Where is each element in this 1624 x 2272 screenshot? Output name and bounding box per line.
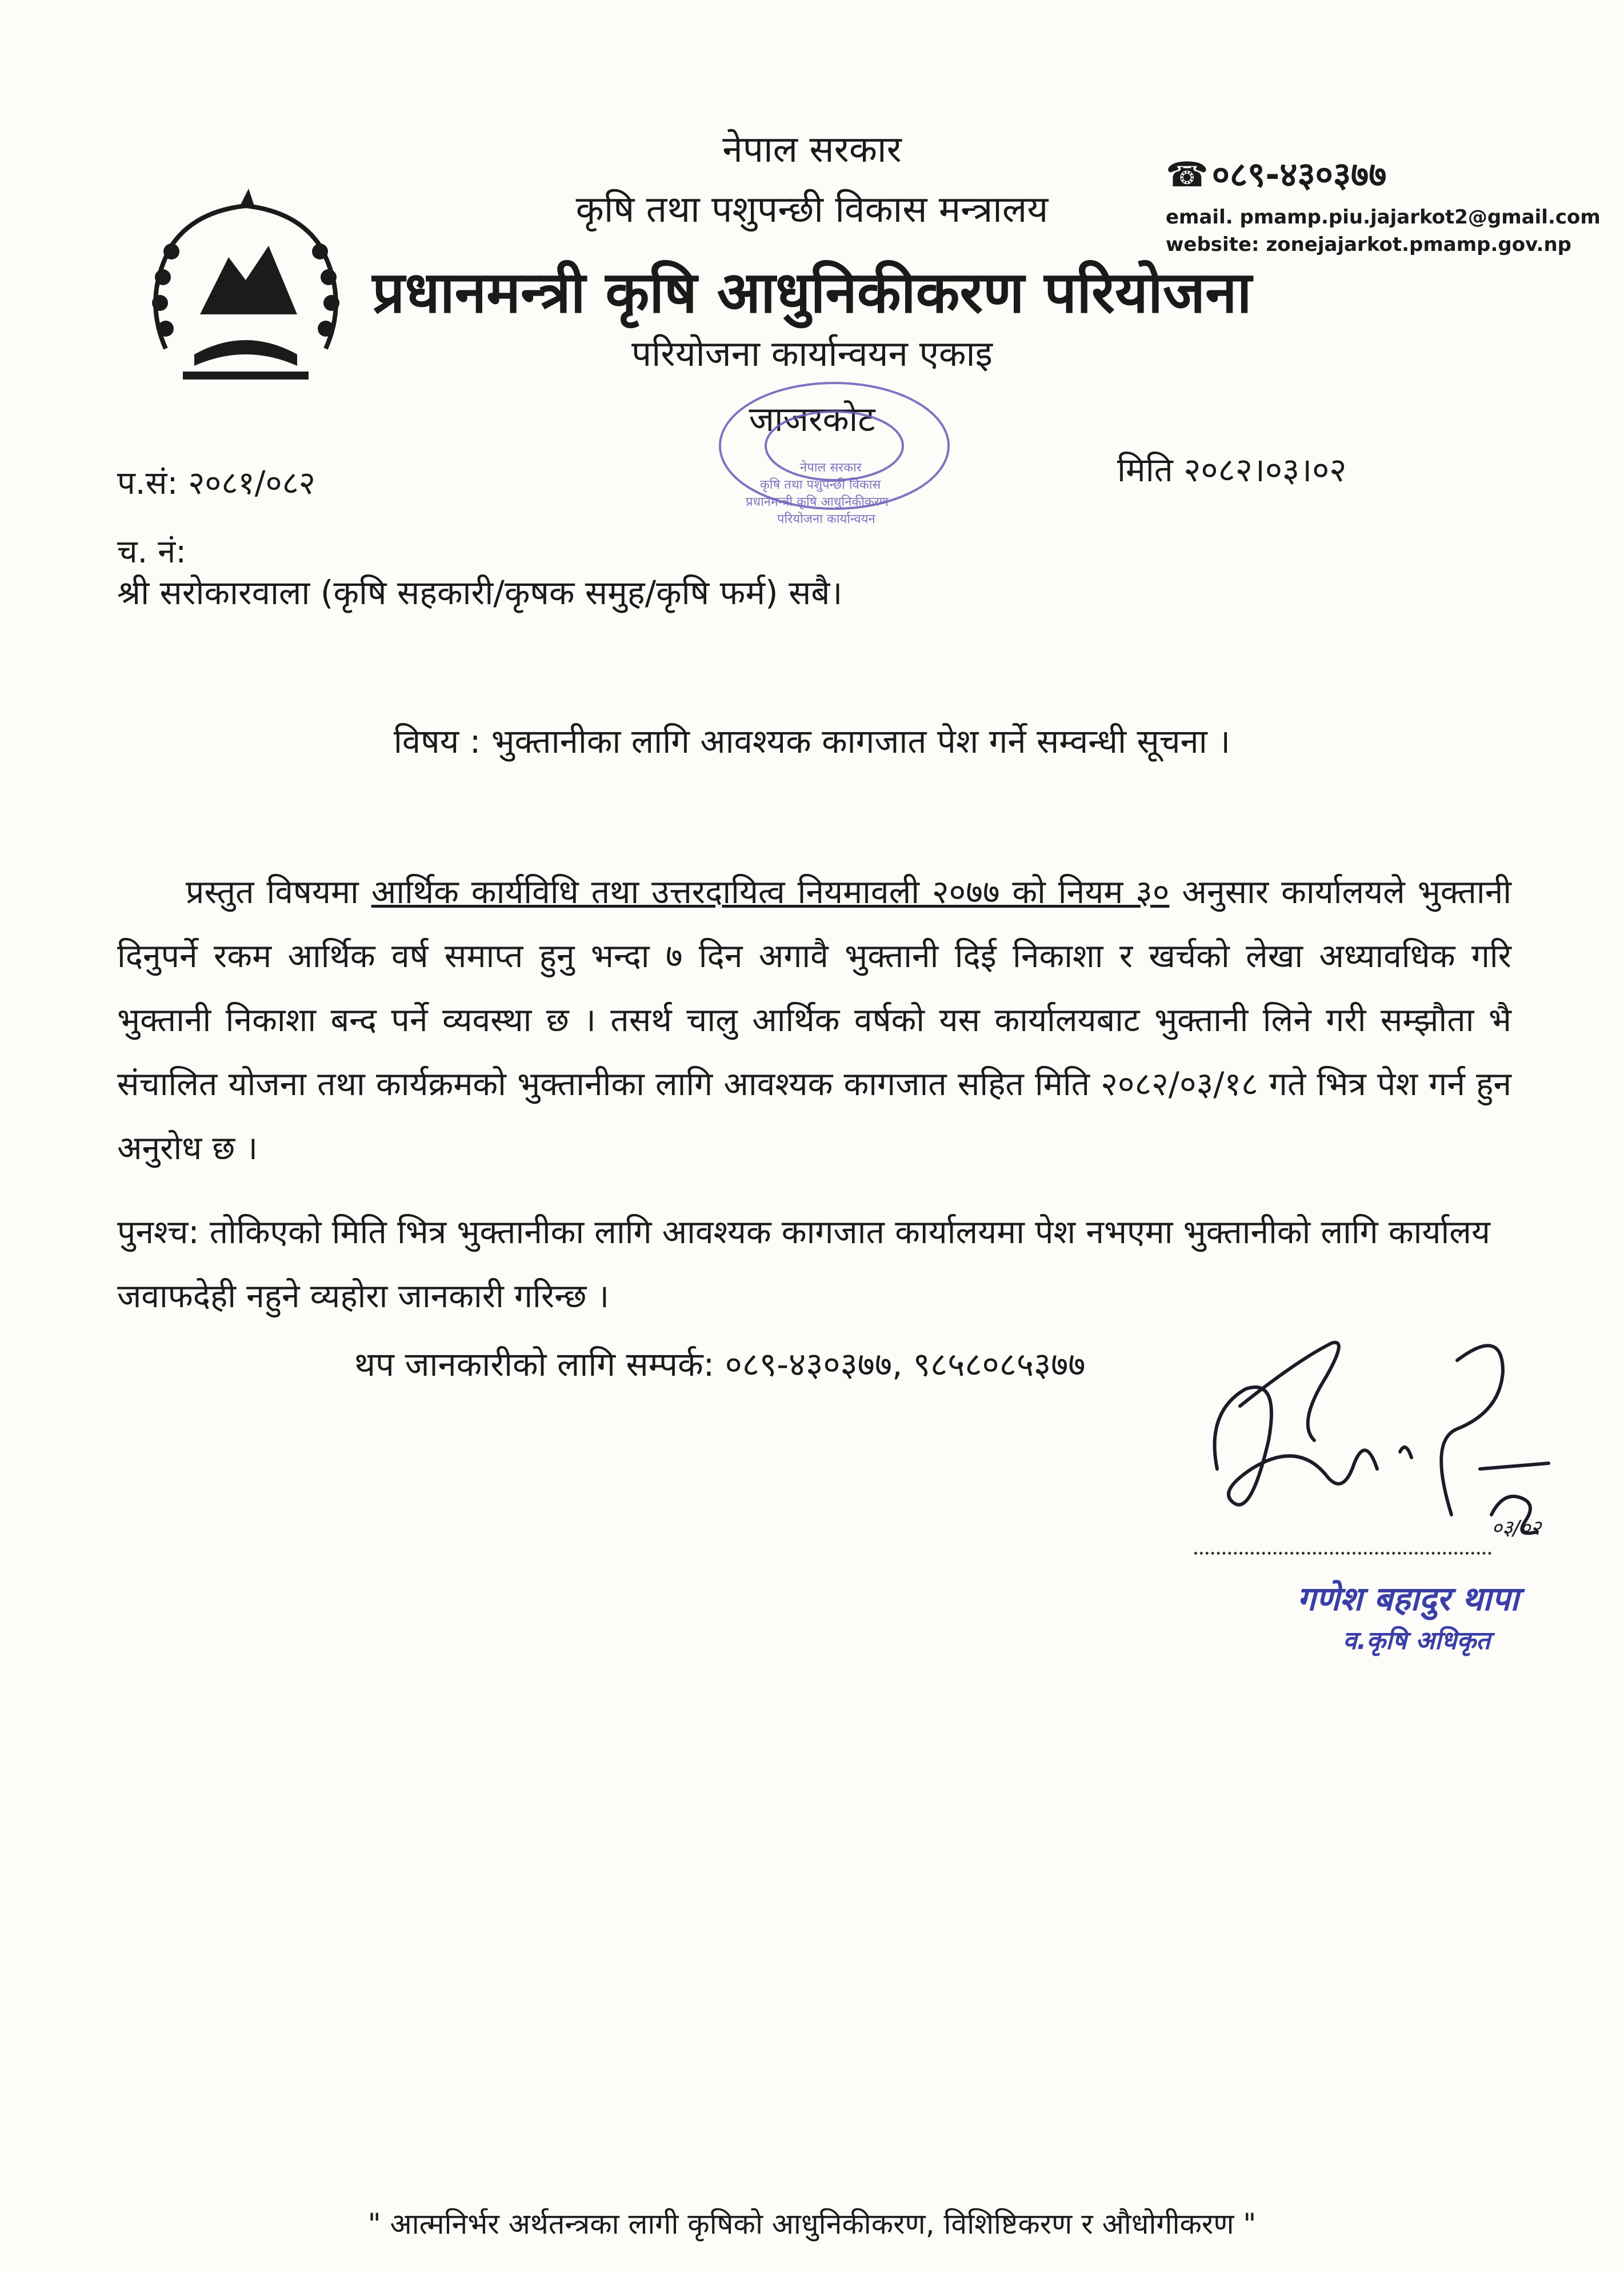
office-stamp-icon (691, 377, 977, 566)
postscript-text: पुनश्च: तोकिएको मिति भित्र भुक्तानीका लागि आवश्यक कागजात कार्यालयमा पेश नभएमा भुक्तानीको लागि कार्यालय जवाफदेही नहुने व्यहोरा जानकारी गरिन्छ । (117, 1213, 1490, 1315)
signer-title: व.कृषि अधिकृत (1343, 1626, 1491, 1655)
stamp-line: कृषि तथा पशुपन्छी विकास (760, 478, 881, 492)
reference-number: प.सं: २०८१/०८२ (117, 465, 315, 502)
stamp-line: प्रधानमन्त्री कृषि आधुनिकीकरण (746, 495, 889, 509)
office-location: जाजरकोट (749, 400, 875, 440)
recipient-line: श्री सरोकारवाला (कृषि सहकारी/कृषक समुह/कृषि फर्म) सबै। (117, 573, 843, 612)
ministry-name: कृषि तथा पशुपन्छी विकास मन्त्रालय (575, 189, 1049, 231)
stamp-line: नेपाल सरकार (800, 461, 862, 475)
letter-date: मिति २०८२।०३।०२ (1117, 450, 1347, 489)
dispatch-number: च. नं: (117, 533, 187, 570)
regulation-reference: आर्थिक कार्यविधि तथा उत्तरदायित्व नियमावली २०७७ को नियम ३० (371, 873, 1170, 911)
subject-line: विषय : भुक्तानीका लागि आवश्यक कागजात पेश गर्ने सम्वन्धी सूचना । (393, 722, 1231, 761)
signer-name: गणेश बहादुर थापा (1297, 1579, 1519, 1618)
contact-website: website: zonejajarkot.pmamp.gov.np (1166, 233, 1571, 256)
contact-phone (1166, 150, 1386, 197)
unit-name: परियोजना कार्यान्वयन एकाइ (631, 333, 993, 374)
postscript-paragraph (117, 1200, 1511, 1328)
phone-number: ०८९-४३०३७७ (1211, 155, 1387, 195)
stamp-line: परियोजना कार्यान्वयन (777, 512, 875, 526)
contact-info-line: थप जानकारीको लागि सम्पर्क: ०८९-४३०३७७, ९८५८०८५३७७ (354, 1345, 1086, 1384)
project-name: प्रधानमन्त्री कृषि आधुनिकीकरण परियोजना (372, 259, 1252, 326)
body-intro: प्रस्तुत विषयमा (186, 873, 371, 911)
body-paragraph (117, 860, 1511, 1180)
signature-date-note: ०३/०२ (1491, 1516, 1542, 1540)
signature-line (1194, 1552, 1491, 1555)
phone-icon: ☎ (1166, 155, 1209, 195)
government-name: नेपाल सरकार (722, 129, 902, 171)
contact-email: email. pmamp.piu.jajarkot2@gmail.com (1166, 206, 1601, 229)
footer-slogan: " आत्मनिर्भर अर्थतन्त्रका लागी कृषिको आधुनिकीकरण, विशिष्टिकरण र औधोगीकरण " (367, 2207, 1257, 2241)
body-text: अनुसार कार्यालयले भुक्तानी दिनुपर्ने रकम आर्थिक वर्ष समाप्त हुनु भन्दा ७ दिन अगावै भुक्तानी दिई निकाशा र खर्चको लेखा अध्यावधिक गरि भुक्तानी निकाशा बन्द पर्ने व्यवस्था छ । तसर्थ चालु आर्थिक वर्षको यस कार्यालयबाट भुक्तानी लिने गरी सम्झौता भै संचालित योजना तथा कार्यक्रमको भुक्तानीका लागि आवश्यक कागजात सहित मिति २०८२/०३/१८ गते भित्र पेश गर्न हुन अनुरोध छ । (117, 873, 1511, 1167)
handwritten-signature (1183, 1326, 1583, 1566)
